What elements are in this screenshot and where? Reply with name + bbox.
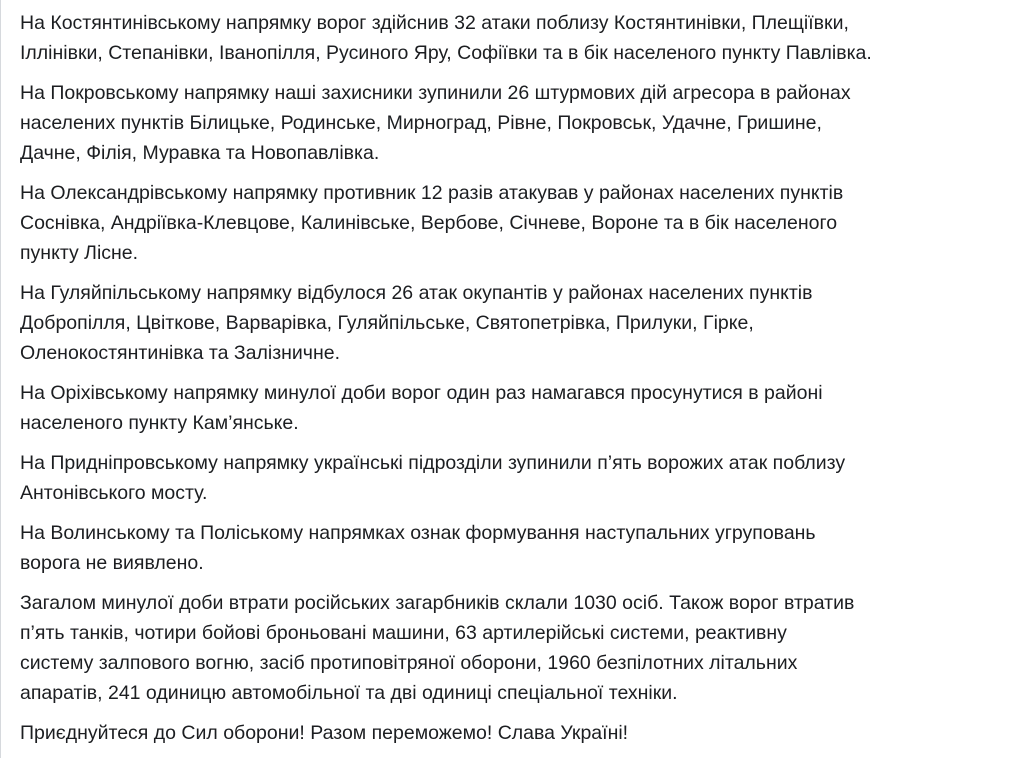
- text-line: ворога не виявлено.: [20, 552, 204, 574]
- text-line: населеного пункту Кам’янське.: [20, 412, 299, 434]
- text-line: населених пунктів Білицьке, Родинське, Мирноград, Рівне, Покровськ, Удачне, Гришине,: [20, 112, 822, 134]
- text-line: На Костянтинівському напрямку ворог здійснив 32 атаки поблизу Костянтинівки, Плещіївки,: [20, 12, 849, 34]
- text-line: На Придніпровському напрямку українські підрозділи зупинили п’ять ворожих атак поблизу: [20, 452, 846, 474]
- paragraph-volyn-polissia-directions: [20, 518, 1026, 578]
- paragraph-orikhiv-direction: [20, 378, 1026, 438]
- text-line: Загалом минулої доби втрати російських загарбників склали 1030 осіб. Також ворог втратив: [20, 592, 855, 614]
- text-line: На Олександрівському напрямку противник 12 разів атакував у районах населених пунктів: [20, 182, 844, 204]
- paragraph-kostiantynivka-direction: [20, 8, 1026, 68]
- paragraph-losses-summary: [20, 588, 1026, 708]
- text-line: На Покровському напрямку наші захисники зупинили 26 штурмових дій агресора в районах: [20, 82, 851, 104]
- text-line: Дачне, Філія, Муравка та Новопавлівка.: [20, 142, 380, 164]
- text-line: Антонівського мосту.: [20, 482, 208, 504]
- paragraph-huliaipole-direction: [20, 278, 1026, 368]
- paragraph-prydniprovskyi-direction: [20, 448, 1026, 508]
- text-line: На Оріхівському напрямку минулої доби ворог один раз намагався просунутися в районі: [20, 382, 823, 404]
- text-line: На Волинському та Поліському напрямках ознак формування наступальних угруповань: [20, 522, 816, 544]
- text-line: пункту Лісне.: [20, 242, 139, 264]
- text-line: Іллінівки, Степанівки, Іванопілля, Русиного Яру, Софіївки та в бік населеного пункту Павлівка.: [20, 42, 872, 64]
- text-line: Оленокостянтинівка та Залізничне.: [20, 342, 340, 364]
- paragraph-oleksandrivka-direction: [20, 178, 1026, 268]
- text-line: систему залпового вогню, засіб протиповітряної оборони, 1960 безпілотних літальних: [20, 652, 798, 674]
- paragraph-pokrovsk-direction: [20, 78, 1026, 168]
- text-line: апаратів, 241 одиницю автомобільної та дві одиниці спеціальної техніки.: [20, 682, 678, 704]
- text-line: Добропілля, Цвіткове, Варварівка, Гуляйпільське, Святопетрівка, Прилуки, Гірке,: [20, 312, 754, 334]
- text-line: п’ять танків, чотири бойові броньовані машини, 63 артилерійські системи, реактивну: [20, 622, 787, 644]
- text-line: Приєднуйтеся до Сил оборони! Разом переможемо! Слава Україні!: [20, 722, 629, 744]
- text-line: На Гуляйпільському напрямку відбулося 26 атак окупантів у районах населених пунктів: [20, 282, 813, 304]
- paragraph-closing-call: [20, 718, 1026, 748]
- text-line: Соснівка, Андріївка-Клевцове, Калинівське, Вербове, Січневе, Вороне та в бік населеного: [20, 212, 838, 234]
